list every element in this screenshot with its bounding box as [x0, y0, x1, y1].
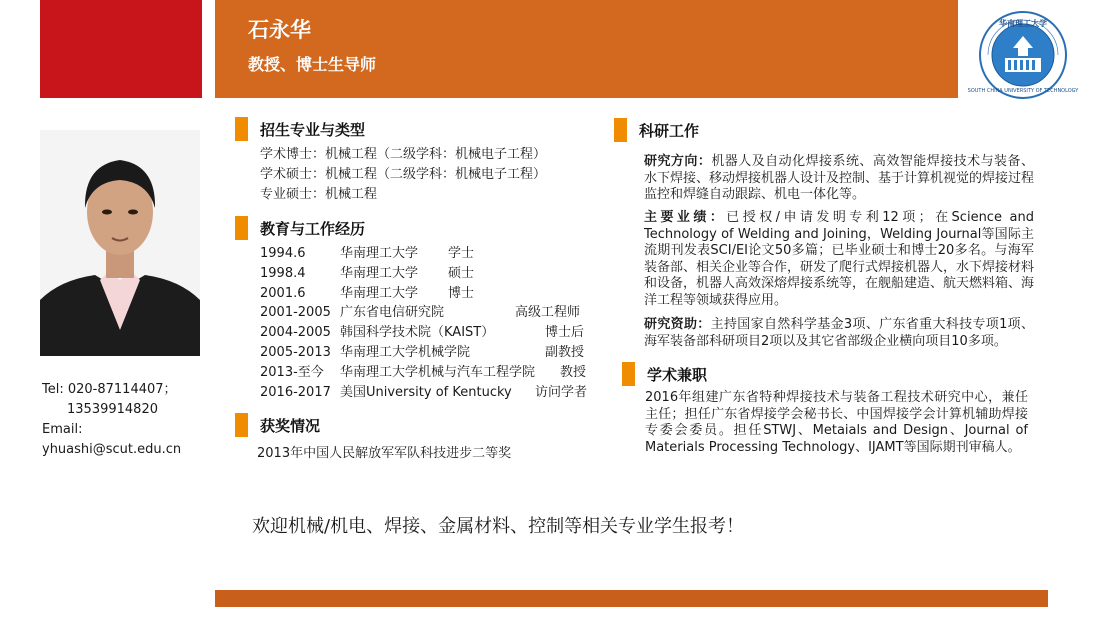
- awards-heading: 获奖情况: [260, 416, 321, 435]
- edu-year: 1994.6: [260, 246, 306, 261]
- edu-role: 硕士: [448, 265, 475, 281]
- research-heading: 科研工作: [639, 121, 700, 140]
- portrait-photo: [40, 130, 200, 356]
- mobile-number: 13539914820: [67, 402, 158, 417]
- header-banner: [215, 0, 958, 98]
- research-funding-text: 主持国家自然科学基金3项、广东省重大科技专项1项、海军装备部科研项目2项以及其它省部级企业横向项目10多项。: [644, 317, 1034, 349]
- education-row: [260, 264, 587, 284]
- edu-org: 华南理工大学: [340, 246, 419, 261]
- research-achievements: [644, 210, 1034, 309]
- education-list: [260, 244, 587, 402]
- edu-year: 2001.6: [260, 285, 306, 301]
- research-direction-label: 研究方向：: [644, 154, 712, 169]
- admissions-heading: 招生专业与类型: [260, 120, 366, 139]
- research-achievements-text: 已授权/申请发明专利12项；在Science and Technology of Welding and Joining，Welding Journal等国际主流期刊发表SCI/EI论文50多篇；已毕业硕士和博士20多名。与海军装备部、相关企业等合作，研发了爬行式焊接机器人，水下焊接材料和设备，机器人高效深熔焊接系统等，在舰船建造、航天燃料箱、海洋工程等领域获得应用。: [644, 210, 1035, 308]
- awards-section-heading: [235, 413, 320, 437]
- edu-role: 副教授: [545, 344, 585, 360]
- edu-org: 华南理工大学机械学院: [340, 344, 471, 360]
- education-section-heading: [235, 216, 365, 240]
- academic-section-heading: [622, 362, 707, 386]
- edu-role: 高级工程师: [515, 305, 581, 321]
- education-row: [260, 363, 587, 383]
- edu-org: 华南理工大学: [340, 265, 419, 281]
- admissions-line: 学术博士：机械工程（二级学科：机械电子工程）: [260, 147, 547, 162]
- education-row: [260, 343, 587, 363]
- university-logo: [967, 10, 1079, 100]
- research-section-heading: [614, 118, 699, 142]
- edu-year: 2013-至今: [260, 364, 324, 380]
- admissions-line: 学术硕士：机械工程（二级学科：机械电子工程）: [260, 166, 547, 182]
- svg-text:华南理工大学: 华南理工大学: [999, 19, 1047, 28]
- edu-year: 2005-2013: [260, 344, 331, 360]
- section-marker: [622, 362, 635, 386]
- edu-org: 华南理工大学机械与汽车工程学院: [340, 364, 536, 380]
- research-funding: [644, 317, 1034, 350]
- academic-text: 2016年组建广东省特种焊接技术与装备工程技术研究中心，兼任主任；担任广东省焊接学会秘书长、中国焊接学会计算机辅助焊接专委会委员。担任STWJ、Metaials and Design、Journal of Materials Processing Technology、IJAMT等国际期刊审稿人。: [645, 390, 1028, 455]
- email-label: Email:: [42, 422, 83, 437]
- footer-bar: [215, 590, 1048, 607]
- edu-year: 1998.4: [260, 265, 306, 281]
- section-marker: [235, 413, 248, 437]
- contact-info: [42, 380, 210, 460]
- edu-org: 华南理工大学: [340, 285, 419, 301]
- professor-title: 教授、博士生导师: [248, 55, 377, 74]
- welcome-message: 欢迎机械/机电、焊接、金属材料、控制等相关专业学生报考！: [252, 516, 745, 537]
- awards-text: 2013年中国人民解放军军队科技进步二等奖: [257, 446, 512, 461]
- education-row: [260, 284, 587, 304]
- education-heading: 教育与工作经历: [260, 219, 366, 238]
- section-marker: [235, 216, 248, 240]
- admissions-section-heading: [235, 117, 365, 141]
- education-row: [260, 323, 587, 343]
- tel-line: Tel: 020-87114407；: [42, 382, 177, 397]
- edu-year: 2016-2017: [260, 384, 331, 400]
- academic-heading: 学术兼职: [647, 365, 708, 384]
- red-accent-block: [40, 0, 202, 98]
- professor-name: 石永华: [248, 18, 311, 42]
- admissions-list: [260, 145, 546, 204]
- edu-role: 博士后: [545, 325, 585, 341]
- edu-org: 广东省电信研究院: [340, 305, 445, 321]
- research-funding-label: 研究资助：: [644, 317, 711, 332]
- research-achievements-label: 主要业绩：: [644, 210, 727, 225]
- research-direction: [644, 154, 1034, 204]
- edu-org: 美国University of Kentucky: [340, 384, 512, 400]
- edu-year: 2004-2005: [260, 325, 331, 341]
- education-row: [260, 383, 587, 403]
- svg-text:SOUTH CHINA UNIVERSITY OF TECH: SOUTH CHINA UNIVERSITY OF TECHNOLOGY: [967, 88, 1079, 94]
- education-row: [260, 244, 587, 264]
- email-address[interactable]: yhuashi@scut.edu.cn: [42, 442, 182, 457]
- education-row: [260, 303, 587, 323]
- edu-org: 韩国科学技术院（KAIST）: [340, 325, 495, 341]
- research-direction-text: 机器人及自动化焊接系统、高效智能焊接技术与装备、水下焊接、移动焊接机器人设计及控制、基于计算机视觉的焊接过程监控和焊缝自动跟踪、机电一体化等。: [644, 154, 1035, 202]
- edu-role: 教授: [560, 364, 587, 380]
- edu-role: 学士: [448, 246, 475, 261]
- edu-role: 博士: [448, 285, 475, 301]
- section-marker: [614, 118, 627, 142]
- edu-role: 访问学者: [535, 384, 588, 400]
- admissions-line: 专业硕士：机械工程: [260, 186, 378, 202]
- edu-year: 2001-2005: [260, 305, 331, 321]
- section-marker: [235, 117, 248, 141]
